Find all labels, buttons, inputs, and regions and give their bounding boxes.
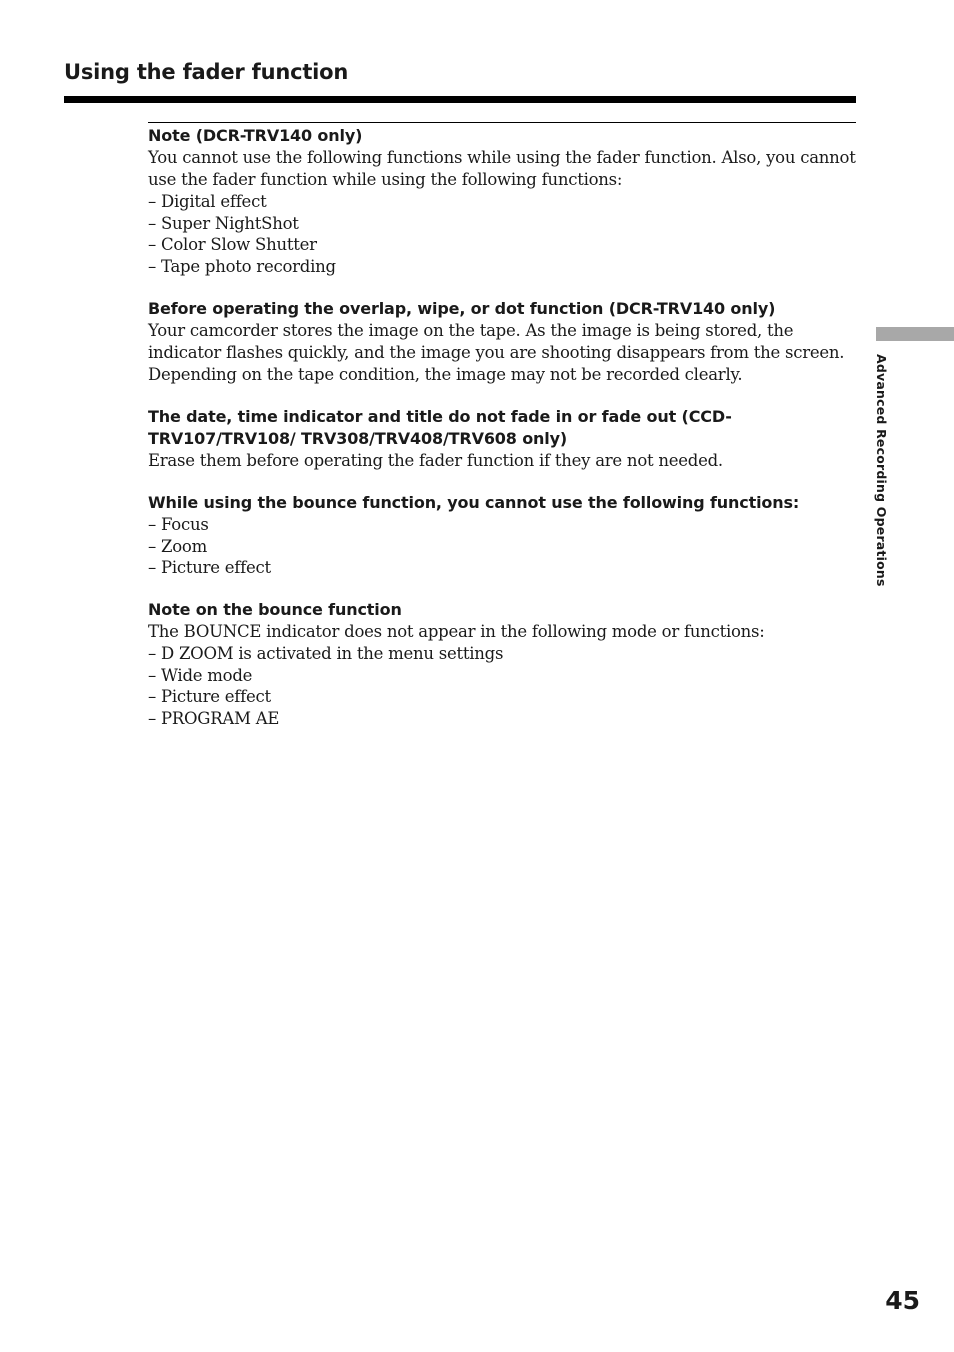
list-item: – Picture effect (148, 687, 271, 707)
list-item: – Focus (148, 514, 209, 534)
section-date-time-title (148, 406, 856, 472)
item-list (148, 191, 856, 278)
item-list (148, 514, 856, 579)
section-heading: Before operating the overlap, wipe, or dot function (DCR-TRV140 only) (148, 298, 776, 318)
list-item: – Digital effect (148, 192, 267, 211)
section-overlap-wipe-dot (148, 298, 856, 386)
page-title: Using the fader function (64, 60, 349, 84)
list-item: – Super NightShot (148, 213, 299, 233)
section-bounce-restrictions (148, 492, 856, 579)
section-body: You cannot use the following functions while using the fader function. Also, you cannot use the fader function while using the following functions: (148, 148, 856, 189)
section-heading: The date, time indicator and title do not fade in or fade out (CCD-TRV107/TRV108/ TRV308/TRV408/TRV608 only) (148, 406, 732, 448)
list-item: – Wide mode (148, 665, 253, 685)
list-item: – Color Slow Shutter (148, 235, 317, 255)
list-item: – Picture effect (148, 558, 271, 578)
section-heading: While using the bounce function, you cannot use the following functions: (148, 492, 800, 512)
title-rule (64, 96, 856, 103)
list-item: – D ZOOM is activated in the menu settings (148, 643, 504, 663)
page-number: 45 (885, 1286, 920, 1315)
section-heading: Note on the bounce function (148, 599, 402, 619)
list-item: – Zoom (148, 536, 207, 556)
section-bounce-note (148, 599, 856, 730)
side-chapter-label: Advanced Recording Operations (874, 354, 889, 587)
section-note-dcr-trv140 (148, 123, 856, 278)
section-body: The BOUNCE indicator does not appear in the following mode or functions: (148, 621, 765, 641)
side-tab-marker (876, 327, 954, 341)
item-list (148, 643, 856, 730)
content (148, 122, 856, 750)
section-body: Your camcorder stores the image on the tape. As the image is being stored, the indicator flashes quickly, and the image you are shooting disappears from the screen. Depending on the tape condition, the image may not be recorded clearly. (148, 320, 845, 384)
section-body: Erase them before operating the fader function if they are not needed. (148, 450, 723, 470)
section-heading: Note (DCR-TRV140 only) (148, 126, 363, 145)
list-item: – Tape photo recording (148, 257, 336, 277)
list-item: – PROGRAM AE (148, 709, 280, 729)
